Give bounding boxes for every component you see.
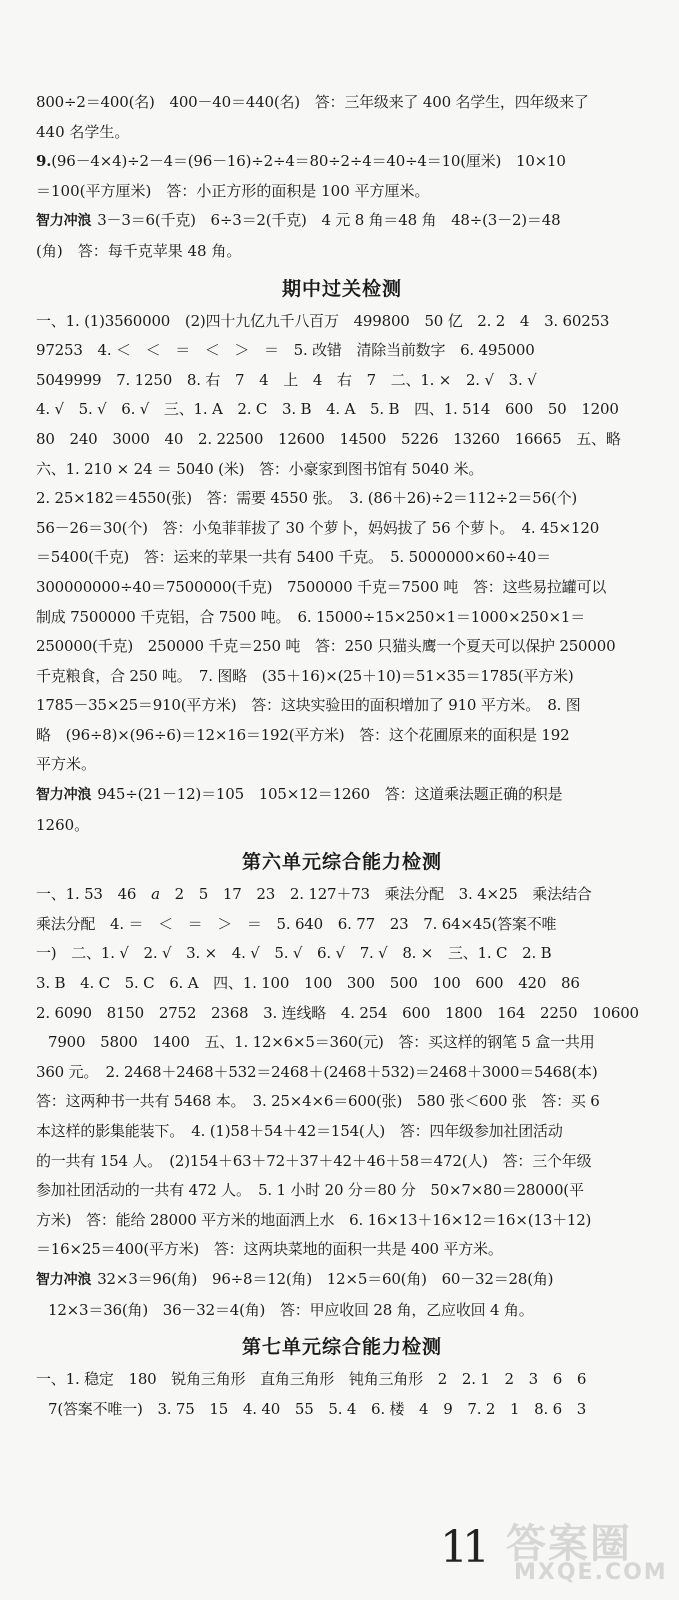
answer-line: 答：这两种书一共有 5468 本。 3. 25×4×6＝600(张) 580 张＜600 张 答：买 6 — [36, 1092, 600, 1111]
watermark-logo — [500, 1512, 670, 1592]
answer-line — [36, 780, 648, 811]
answer-line: ＝5400(千克) 答：运来的苹果一共有 5400 千克。 5. 5000000×60÷40＝ — [36, 548, 551, 567]
answer-line: 制成 7500000 千克铝，合 7500 吨。 6. 15000÷15×250×1＝1000×250×1＝ — [36, 607, 585, 626]
answer-text: 3－3＝6(千克) 6÷3＝2(千克) 4 元 8 角＝48 角 48÷(3－2)＝48 — [97, 211, 561, 230]
answer-line: 360 元。 2. 2468＋2468＋532＝2468＋(2468＋532)＝2468＋3000＝5468(本) — [36, 1062, 598, 1081]
answer-line: (角) 答：每千克苹果 48 角。 — [36, 241, 242, 260]
answer-text: 32×3＝96(角) 96÷8＝12(角) 12×5＝60(角) 60－32＝28(角) — [97, 1269, 554, 1288]
answer-line: 4. √ 5. √ 6. √ 三、1. A 2. C 3. B 4. A 5. B 四、1. 514 600 50 1200 — [36, 400, 619, 419]
answer-line — [36, 1265, 648, 1296]
answer-line: 参加社团活动的一共有 472 人。 5. 1 小时 20 分＝80 分 50×7×80＝28000(平 — [36, 1181, 584, 1200]
answer-line: 1260。 — [36, 815, 90, 834]
answer-line: ＝100(平方厘米) 答：小正方形的面积是 100 平方厘米。 — [36, 181, 430, 200]
answer-line: 440 名学生。 — [36, 122, 130, 141]
answer-line: 5049999 7. 1250 8. 右 7 4 上 4 右 7 二、1. × 2. √ 3. √ — [36, 370, 537, 389]
question-number: 9. — [36, 152, 52, 171]
brain-teaser-label: 智力冲浪 — [36, 787, 92, 804]
answer-line: 本这样的影集能装下。 4. (1)58＋54＋42＝154(人) 答：四年级参加社团活动 — [36, 1122, 563, 1140]
answer-line: 300000000÷40＝7500000(千克) 7500000 千克＝7500 吨 答：这些易拉罐可以 — [36, 577, 607, 596]
answer-line: 略 (96÷8)×(96÷6)＝12×16＝192(平方米) 答：这个花圃原来的面积是 192 — [36, 725, 570, 744]
answer-line: 千克粮食，合 250 吨。 7. 图略 (35＋16)×(25＋10)＝51×35＝1785(平方米) — [36, 666, 574, 685]
answer-text: (96－4×4)÷2－4＝(96－16)÷2÷4＝80÷2÷4＝40÷4＝10(厘米) 10×10 — [51, 152, 566, 171]
answer-line: 800÷2＝400(名) 400－40＝440(名) 答：三年级来了 400 名学生，四年级来了 — [36, 93, 589, 111]
answer-line: 2. 25×182＝4550(张) 答：需要 4550 张。 3. (86＋26)÷2＝112÷2＝56(个) — [36, 489, 578, 508]
answer-line: 乘法分配 4. ＝ ＜ ＝ ＞ ＝ 5. 640 6. 77 23 7. 64×45(答案不唯 — [36, 914, 557, 933]
answer-line: 97253 4. ＜ ＜ ＝ ＜ ＞ ＝ 5. 改错 清除当前数字 6. 495000 — [36, 341, 535, 360]
answer-text: 2 5 17 23 2. 127＋73 乘法分配 3. 4×25 乘法结合 — [159, 885, 592, 904]
variable-a: a — [151, 885, 160, 904]
answer-line: 250000(千克) 250000 千克＝250 吨 答：250 只猫头鹰一个夏天可以保护 250000 — [36, 637, 616, 656]
answer-text: 一、1. 53 46 — [36, 885, 152, 904]
answer-line: 一、1. (1)3560000 (2)四十九亿九千八百万 499800 50 亿 2. 2 4 3. 60253 — [36, 311, 610, 330]
answer-line — [36, 206, 648, 237]
section-title-unit-six: 第六单元综合能力检测 — [241, 851, 442, 874]
watermark-text: 答案圈 — [506, 1521, 632, 1567]
answer-line: 7900 5800 1400 五、1. 12×6×5＝360(元) 答：买这样的钢笔 5 盒一共用 — [48, 1033, 595, 1052]
page-number: 11 — [440, 1522, 484, 1573]
answer-line: 一) 二、1. √ 2. √ 3. × 4. √ 5. √ 6. √ 7. √ 8. × 三、1. C 2. B — [36, 944, 552, 963]
answer-line: 2. 6090 8150 2752 2368 3. 连线略 4. 254 600 1800 164 2250 10600 — [36, 1003, 639, 1022]
answer-line: 56－26＝30(个) 答：小兔菲菲拔了 30 个萝卜，妈妈拔了 56 个萝卜。 4. 45×120 — [36, 518, 600, 537]
answer-line: 80 240 3000 40 2. 22500 12600 14500 5226 13260 16665 五、略 — [36, 429, 621, 448]
answer-line: ＝16×25＝400(平方米) 答：这两块菜地的面积一共是 400 平方米。 — [36, 1240, 503, 1259]
answer-line — [36, 880, 648, 910]
brain-teaser-label: 智力冲浪 — [36, 213, 92, 230]
section-title-midterm: 期中过关检测 — [281, 277, 402, 300]
watermark-url: MXQE.COM — [514, 1560, 668, 1585]
answer-line: 一、1. 稳定 180 锐角三角形 直角三角形 钝角三角形 2 2. 1 2 3 6 6 — [36, 1370, 587, 1389]
answer-line — [36, 147, 648, 177]
section-title-unit-seven: 第七单元综合能力检测 — [241, 1336, 442, 1359]
answer-line: 1785－35×25＝910(平方米) 答：这块实验田的面积增加了 910 平方米。 8. 图 — [36, 696, 581, 715]
answer-line: 12×3＝36(角) 36－32＝4(角) 答：甲应收回 28 角，乙应收回 4 角。 — [48, 1300, 534, 1319]
answer-page — [36, 88, 648, 1424]
answer-line: 方米) 答：能给 28000 平方米的地面洒上水 6. 16×13＋16×12＝16×(13＋12) — [36, 1210, 592, 1229]
answer-line: 六、1. 210 × 24 ＝ 5040 (米) 答：小豪家到图书馆有 5040 米。 — [36, 459, 484, 478]
answer-line: 平方米。 — [36, 755, 97, 774]
brain-teaser-label: 智力冲浪 — [36, 1271, 92, 1288]
answer-line: 的一共有 154 人。 (2)154＋63＋72＋37＋42＋46＋58＝472(人) 答：三个年级 — [36, 1151, 592, 1170]
answer-line: 3. B 4. C 5. C 6. A 四、1. 100 100 300 500 100 600 420 86 — [36, 974, 580, 993]
answer-line: 7(答案不唯一) 3. 75 15 4. 40 55 5. 4 6. 楼 4 9 7. 2 1 8. 6 3 — [48, 1399, 587, 1418]
answer-text: 945÷(21－12)＝105 105×12＝1260 答：这道乘法题正确的积是 — [97, 785, 563, 804]
